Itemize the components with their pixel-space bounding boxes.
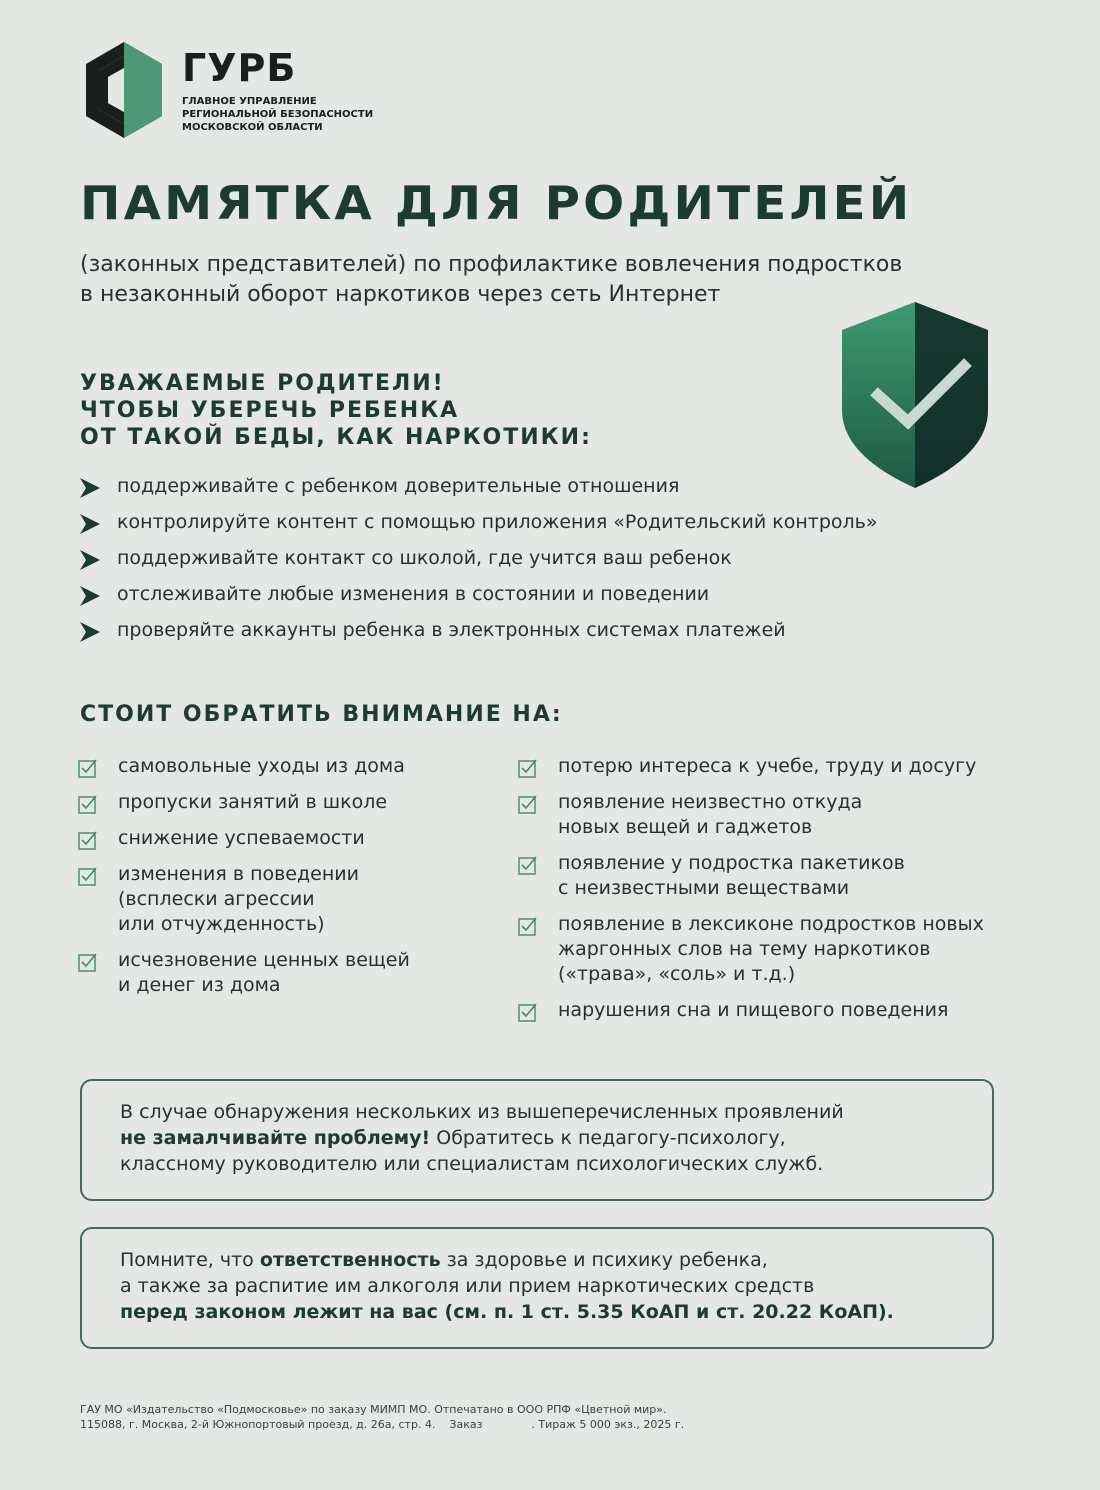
list-item: изменения в поведении (всплески агрессии или отчужденность) — [78, 862, 498, 937]
page-title: ПАМЯТКА ДЛЯ РОДИТЕЛЕЙ — [80, 176, 913, 230]
list-item: исчезновение ценных вещей и денег из дома — [78, 948, 498, 998]
arrow-right-icon — [80, 622, 100, 642]
list-item: поддерживайте с ребенком доверительные отношения — [80, 470, 1040, 506]
checkbox-checked-icon — [518, 916, 538, 936]
list-item: пропуски занятий в школе — [78, 790, 498, 815]
hexagon-shield-logo-icon — [84, 40, 164, 140]
list-item: нарушения сна и пищевого поведения — [518, 998, 1058, 1023]
arrow-right-icon — [80, 586, 100, 606]
checkbox-checked-icon — [78, 830, 98, 850]
list-item: потерю интереса к учебе, труду и досугу — [518, 754, 1058, 779]
list-item: отслеживайте любые изменения в состоянии и поведении — [80, 578, 1040, 614]
list-item: проверяйте аккаунты ребенка в электронных системах платежей — [80, 614, 1040, 650]
list-item: появление в лексиконе подростков новых жаргонных слов на тему наркотиков («трава», «соль» и т.д.) — [518, 912, 1058, 987]
page-subtitle: (законных представителей) по профилактике вовлечения подростков в незаконный оборот наркотиков через сеть Интернет — [80, 252, 903, 307]
arrow-right-icon — [80, 550, 100, 570]
checkbox-checked-icon — [78, 952, 98, 972]
list-item: снижение успеваемости — [78, 826, 498, 851]
checkbox-checked-icon — [518, 855, 538, 875]
shield-check-icon — [840, 300, 990, 490]
checkbox-checked-icon — [78, 866, 98, 886]
list-item: самовольные уходы из дома — [78, 754, 498, 779]
list-item: поддерживайте контакт со школой, где учится ваш ребенок — [80, 542, 1040, 578]
attention-list-left — [78, 754, 498, 1009]
notice-box-responsibility: Помните, что ответственность за здоровье и психику ребенка, а также за распитие им алкоголя или прием наркотических средств перед законом лежит на вас (см. п. 1 ст. 5.35 КоАП и ст. 20.22 КоАП). — [80, 1227, 994, 1349]
arrow-right-icon — [80, 514, 100, 534]
notice-emphasis: не замалчивайте проблему! — [120, 1127, 431, 1149]
checkbox-checked-icon — [78, 794, 98, 814]
list-item: появление у подростка пакетиков с неизвестными веществами — [518, 851, 1058, 901]
list-item: появление неизвестно откуда новых вещей и гаджетов — [518, 790, 1058, 840]
checkbox-checked-icon — [518, 1002, 538, 1022]
imprint-footer: ГАУ МО «Издательство «Подмосковье» по заказу МИМП МО. Отпечатано в ООО РПФ «Цветной мир». 115088, г. Москва, 2-й Южнопортовый проезд, д. 26а, стр. 4. Заказ . Тираж 5 000 экз., 2025 г. — [80, 1403, 685, 1431]
tips-list — [80, 470, 1040, 650]
org-full-name: ГЛАВНОЕ УПРАВЛЕНИЕ РЕГИОНАЛЬНОЙ БЕЗОПАСНОСТИ МОСКОВСКОЙ ОБЛАСТИ — [182, 96, 374, 133]
attention-list-right — [518, 754, 1058, 1034]
attention-heading: СТОИТ ОБРАТИТЬ ВНИМАНИЕ НА: — [80, 702, 563, 727]
checkbox-checked-icon — [518, 758, 538, 778]
greeting-heading: УВАЖАЕМЫЕ РОДИТЕЛИ! ЧТОБЫ УБЕРЕЧЬ РЕБЕНКА ОТ ТАКОЙ БЕДЫ, КАК НАРКОТИКИ: — [80, 371, 592, 450]
checkbox-checked-icon — [78, 758, 98, 778]
arrow-right-icon — [80, 478, 100, 498]
org-abbreviation: ГУРБ — [182, 46, 297, 90]
list-item: контролируйте контент с помощью приложения «Родительский контроль» — [80, 506, 1040, 542]
notice-emphasis: ответственность — [259, 1249, 441, 1271]
checkbox-checked-icon — [518, 794, 538, 814]
notice-emphasis: перед законом лежит на вас (см. п. 1 ст. 5.35 КоАП и ст. 20.22 КоАП). — [120, 1301, 894, 1323]
notice-box-consult: В случае обнаружения нескольких из вышеперечисленных проявлений не замалчивайте проблему! Обратитесь к педагогу-психологу, классному руководителю или специалистам психологических служб. — [80, 1079, 994, 1201]
